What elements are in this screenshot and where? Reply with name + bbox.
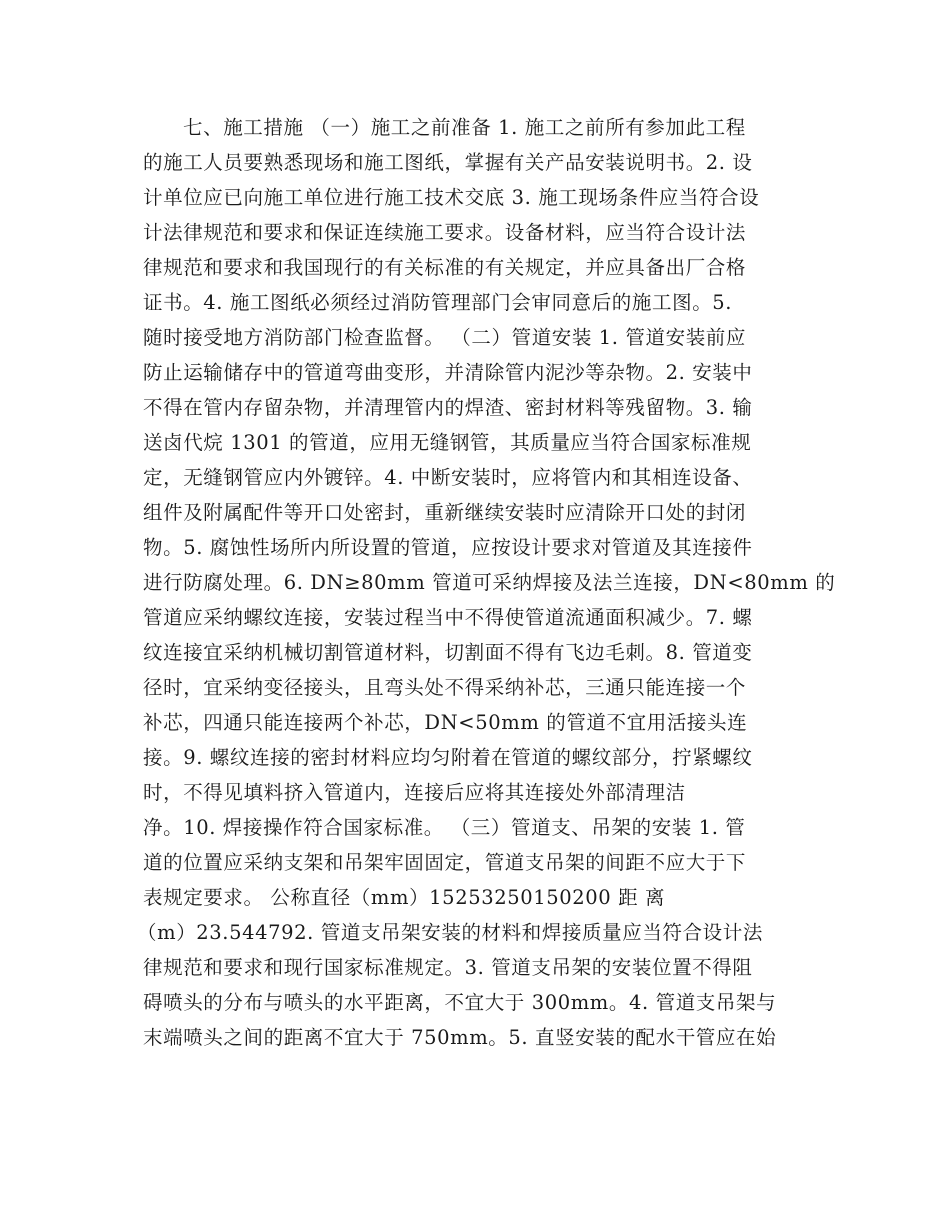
text-line: 接。9. 螺纹连接的密封材料应均匀附着在管道的螺纹部分，拧紧螺纹 <box>143 746 753 769</box>
text-line: 随时接受地方消防部门检查监督。 （二）管道安装 1. 管道安装前应 <box>143 326 747 349</box>
text-line: 七、施工措施 （一）施工之前准备 1. 施工之前所有参加此工程 <box>183 116 746 139</box>
text-line: 表规定要求。 公称直径（mm）15253250150200 距 离 <box>143 886 666 909</box>
text-line: 组件及附属配件等开口处密封，重新继续安装时应清除开口处的封闭 <box>143 501 747 524</box>
text-line: 定，无缝钢管应内外镀锌。4. 中断安装时，应将管内和其相连设备、 <box>143 466 753 489</box>
text-line: 碍喷头的分布与喷头的水平距离，不宜大于 300mm。4. 管道支吊架与 <box>143 991 777 1014</box>
text-line: 补芯，四通只能连接两个补芯，DN<50mm 的管道不宜用活接头连 <box>143 711 748 734</box>
text-line: 证书。4. 施工图纸必须经过消防管理部门会审同意后的施工图。5. <box>143 291 733 314</box>
text-line: 不得在管内存留杂物，并清理管内的焊渣、密封材料等残留物。3. 输 <box>143 396 753 419</box>
text-line: 进行防腐处理。6. DN≥80mm 管道可采纳焊接及法兰连接，DN<80mm 的 <box>143 571 836 594</box>
text-line: 净。10. 焊接操作符合国家标准。 （三）管道支、吊架的安装 1. 管 <box>143 816 746 839</box>
text-line: 径时，宜采纳变径接头，且弯头处不得采纳补芯，三通只能连接一个 <box>143 676 747 699</box>
text-line: 纹连接宜采纳机械切割管道材料，切割面不得有飞边毛刺。8. 管道变 <box>143 641 753 664</box>
text-line: 律规范和要求和现行国家标准规定。3. 管道支吊架的安装位置不得阻 <box>143 956 753 979</box>
text-line: 送卤代烷 1301 的管道，应用无缝钢管，其质量应当符合国家标准规 <box>143 431 752 454</box>
text-line: 时，不得见填料挤入管道内，连接后应将其连接处外部清理洁 <box>143 781 686 804</box>
text-line: （m）23.544792. 管道支吊架安装的材料和焊接质量应当符合设计法 <box>137 921 763 944</box>
text-line: 的施工人员要熟悉现场和施工图纸，掌握有关产品安装说明书。2. 设 <box>143 151 753 174</box>
text-line: 防止运输储存中的管道弯曲变形，并清除管内泥沙等杂物。2. 安装中 <box>143 361 753 384</box>
text-line: 计单位应已向施工单位进行施工技术交底 3. 施工现场条件应当符合设 <box>143 186 760 209</box>
text-line: 道的位置应采纳支架和吊架牢固固定，管道支吊架的间距不应大于下 <box>143 851 747 874</box>
text-line: 末端喷头之间的距离不宜大于 750mm。5. 直竖安装的配水干管应在始 <box>143 1026 777 1049</box>
text-line: 物。5. 腐蚀性场所内所设置的管道，应按设计要求对管道及其连接件 <box>143 536 753 559</box>
text-line: 管道应采纳螺纹连接，安装过程当中不得使管道流通面积减少。7. 螺 <box>143 606 753 629</box>
text-line: 计法律规范和要求和保证连续施工要求。设备材料，应当符合设计法 <box>143 221 747 244</box>
text-line: 律规范和要求和我国现行的有关标准的有关规定，并应具备出厂合格 <box>143 256 747 279</box>
